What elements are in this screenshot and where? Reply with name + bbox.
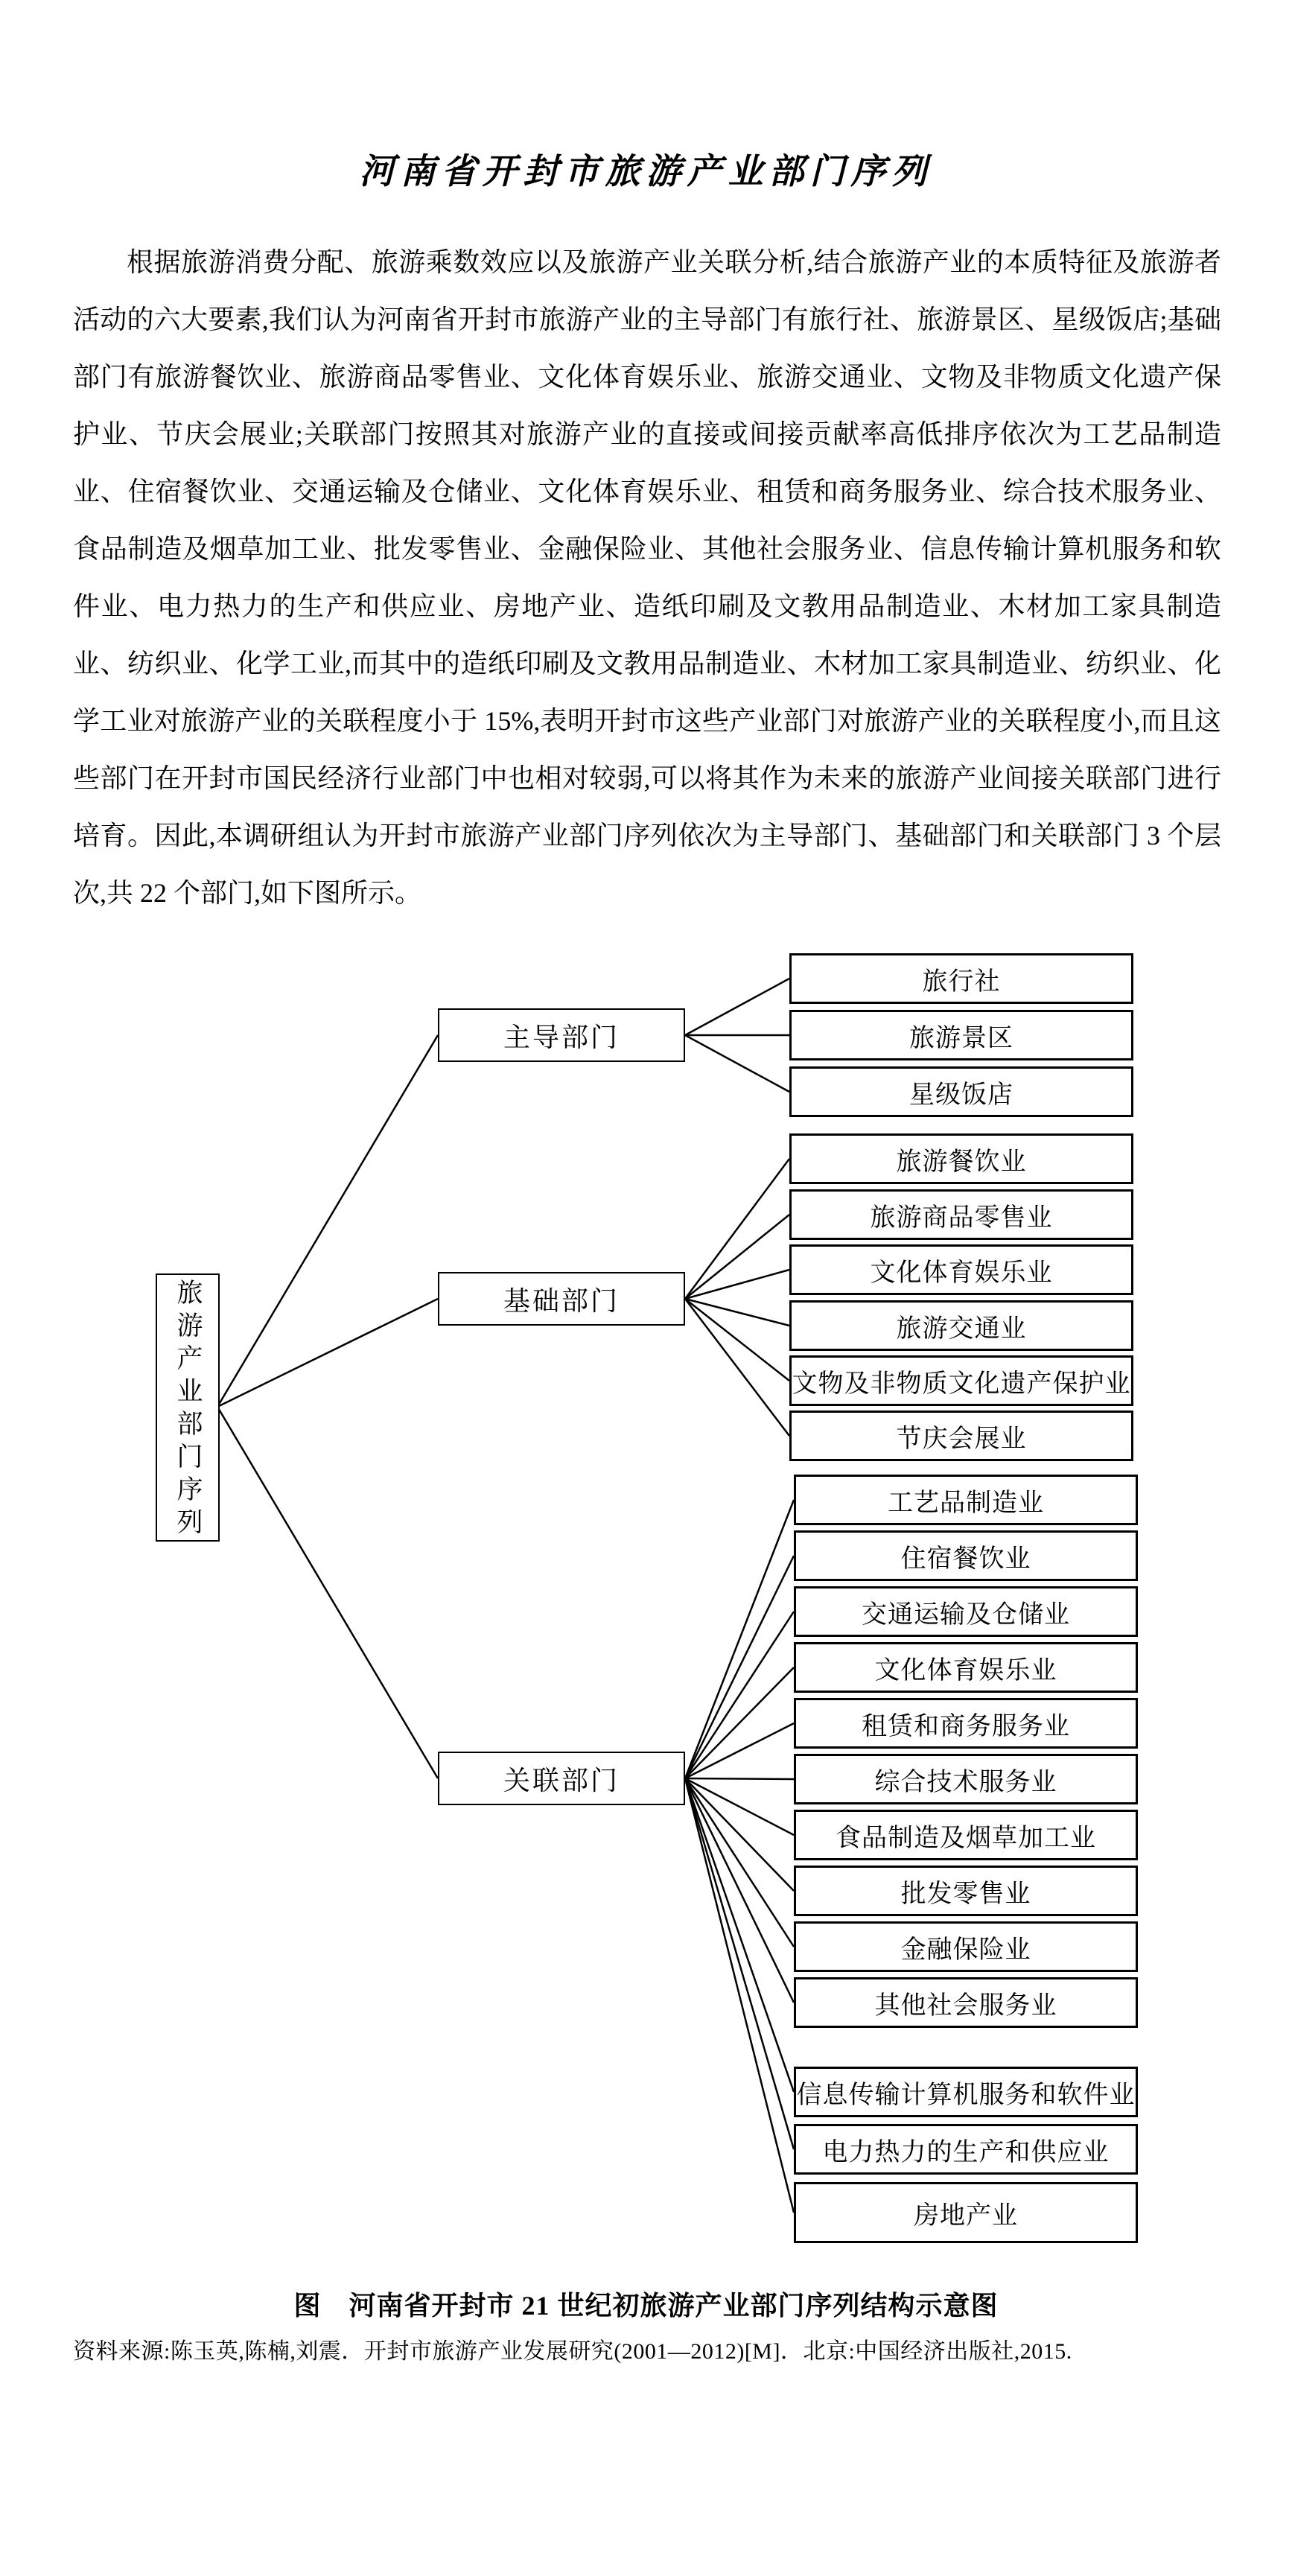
leaf-box-it-software: 信息传输计算机服务和软件业 [794, 2067, 1138, 2117]
figure-source: 资料来源:陈玉英,陈楠,刘震．开封市旅游产业发展研究(2001—2012)[M]．北京:中国经济出版社,2015. [73, 2339, 1072, 2364]
leaf-box-festival-exhibition: 节庆会展业 [789, 1411, 1133, 1461]
leaf-box-tourism-transport: 旅游交通业 [789, 1300, 1133, 1351]
figure-caption: 图 河南省开封市 21 世纪初旅游产业部门序列结构示意图 [293, 2291, 999, 2321]
leaf-box-other-social-services: 其他社会服务业 [794, 1977, 1138, 2028]
leaf-box-technical-services: 综合技术服务业 [794, 1754, 1138, 1804]
leaf-box-transport-warehousing: 交通运输及仓储业 [794, 1586, 1138, 1637]
leaf-box-heritage-protection: 文物及非物质文化遗产保护业 [789, 1355, 1133, 1406]
leaf-box-scenic-area: 旅游景区 [789, 1010, 1133, 1060]
leaf-box-tourism-retail: 旅游商品零售业 [789, 1189, 1133, 1240]
branch-box-basic: 基础部门 [438, 1272, 685, 1326]
diagram-root-box: 旅游产业部门序列 [156, 1273, 220, 1542]
leaf-box-food-tobacco-processing: 食品制造及烟草加工业 [794, 1810, 1138, 1860]
leaf-box-star-hotel: 星级饭店 [789, 1066, 1133, 1117]
leaf-box-leasing-business-services: 租赁和商务服务业 [794, 1698, 1138, 1749]
leaf-box-crafts-manufacturing: 工艺品制造业 [794, 1475, 1138, 1525]
leaf-box-real-estate: 房地产业 [794, 2182, 1138, 2243]
leaf-box-tourism-catering: 旅游餐饮业 [789, 1133, 1133, 1184]
leaf-box-culture-sports-entertainment: 文化体育娱乐业 [789, 1244, 1133, 1295]
leaf-box-wholesale-retail: 批发零售业 [794, 1866, 1138, 1916]
body-paragraph: 根据旅游消费分配、旅游乘数效应以及旅游产业关联分析,结合旅游产业的本质特征及旅游者活动的六大要素,我们认为河南省开封市旅游产业的主导部门有旅行社、旅游景区、星级饭店;基础部门有旅游餐饮业、旅游商品零售业、文化体育娱乐业、旅游交通业、文物及非物质文化遗产保护业、节庆会展业;关联部门按照其对旅游产业的直接或间接贡献率高低排序依次为工艺品制造业、住宿餐饮业、交通运输及仓储业、文化体育娱乐业、租赁和商务服务业、综合技术服务业、食品制造及烟草加工业、批发零售业、金融保险业、其他社会服务业、信息传输计算机服务和软件业、电力热力的生产和供应业、房地产业、造纸印刷及文教用品制造业、木材加工家具制造业、纺织业、化学工业,而其中的造纸印刷及文教用品制造业、木材加工家具制造业、纺织业、化学工业对旅游产业的关联程度小于 15%,表明开封市这些产业部门对旅游产业的关联程度小,而且这些部门在开封市国民经济行业部门中也相对较弱,可以将其作为未来的旅游产业间接关联部门进行培育。因此,本调研组认为开封市旅游产业部门序列依次为主导部门、基础部门和关联部门 3 个层次,共 22 个部门,如下图所示。 [73, 247, 1221, 908]
page-title: 河南省开封市旅游产业部门序列 [359, 153, 933, 192]
leaf-box-accommodation-catering: 住宿餐饮业 [794, 1530, 1138, 1581]
leaf-box-travel-agency: 旅行社 [789, 953, 1133, 1004]
branch-box-related: 关联部门 [438, 1752, 685, 1805]
leaf-box-finance-insurance: 金融保险业 [794, 1921, 1138, 1972]
leaf-box-power-heat-supply: 电力热力的生产和供应业 [794, 2124, 1138, 2175]
branch-box-leading: 主导部门 [438, 1008, 685, 1062]
leaf-box-culture-sports-entertainment-2: 文化体育娱乐业 [794, 1642, 1138, 1693]
